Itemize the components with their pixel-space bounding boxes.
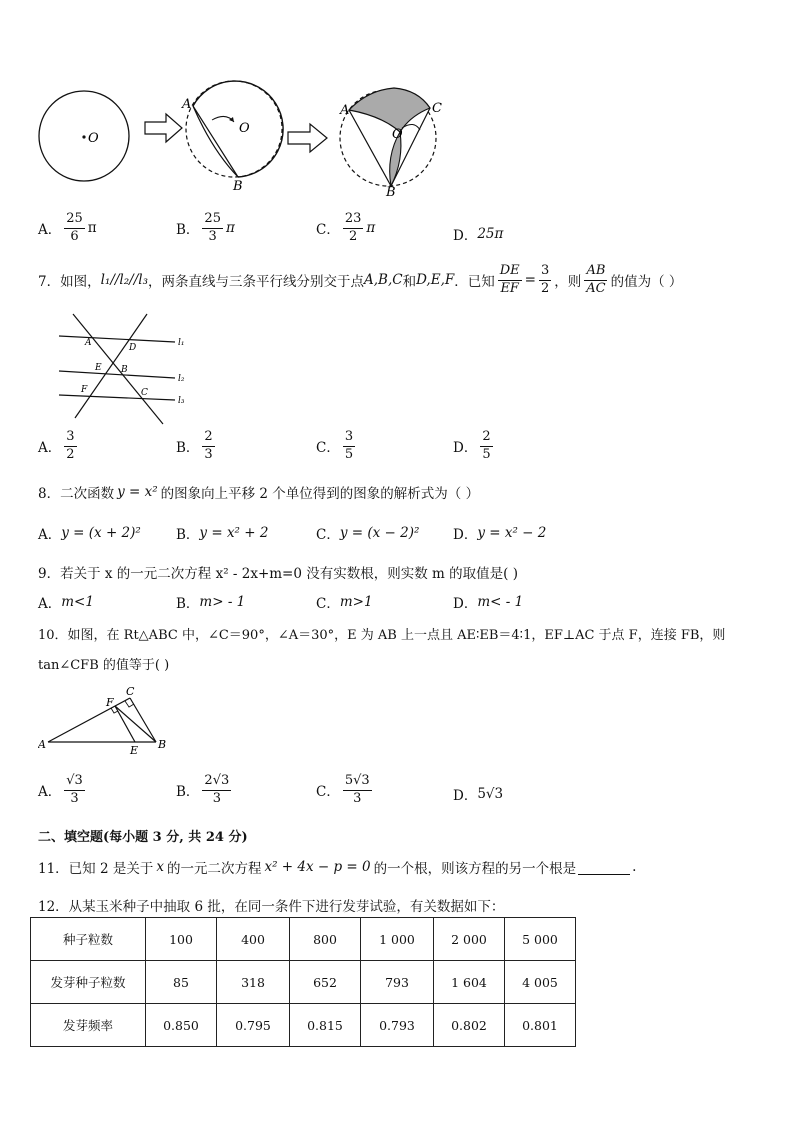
denominator: 3	[353, 790, 362, 806]
option-label: C．	[316, 440, 340, 457]
q6-option-c[interactable]	[316, 212, 375, 245]
stem-text: 11．已知 2 是关于	[38, 861, 154, 877]
label-c: C	[126, 685, 135, 698]
denominator: 3	[212, 790, 221, 806]
table-cell: 1 000	[361, 918, 434, 961]
q7-option-b[interactable]	[176, 430, 218, 463]
q8-option-d[interactable]	[453, 523, 546, 543]
numerator: AB	[584, 264, 607, 281]
points: D,E,F	[416, 272, 455, 289]
fraction	[202, 774, 231, 807]
denominator: 2	[540, 280, 550, 296]
shaded-top-region	[349, 88, 430, 132]
label-o3: O	[392, 127, 403, 142]
option-text: 5√3	[477, 786, 504, 802]
table-cell: 793	[361, 961, 434, 1004]
option-label: A．	[38, 527, 62, 543]
stem-text: tan∠CFB 的值等于( )	[38, 658, 170, 673]
q7-option-c[interactable]	[316, 430, 358, 463]
numerator: 3	[64, 430, 76, 447]
label-d: D	[129, 343, 137, 353]
center-dot	[82, 135, 85, 138]
table-cell: 发芽种子粒数	[31, 961, 146, 1004]
option-text: y = (x + 2)²	[61, 525, 141, 541]
stem-text: 10．如图，在 Rt△ABC 中，∠C＝90°，∠A＝30°，E 为 AB 上一点且 AE∶EB＝4∶1，EF⊥AC 于点 F，连接 FB，则	[38, 628, 726, 643]
label-a: A	[85, 338, 92, 348]
option-text: m< - 1	[477, 594, 524, 610]
numerator: 25	[202, 212, 223, 229]
fraction	[202, 430, 214, 463]
q10-option-b[interactable]	[176, 774, 234, 807]
denominator: 3	[70, 790, 79, 806]
stem-text: 的一元二次方程	[166, 861, 262, 877]
denominator: 5	[482, 446, 491, 462]
numerator: √3	[64, 774, 85, 791]
q10-stem-line1	[38, 624, 725, 643]
label-c: C	[432, 101, 442, 116]
q12-stem	[38, 895, 504, 915]
option-label: D．	[453, 788, 478, 804]
variable: x	[156, 859, 164, 875]
q7-option-a[interactable]	[38, 430, 80, 463]
label-l1: l₁	[178, 338, 185, 348]
table-cell: 发芽频率	[31, 1004, 146, 1047]
q8-stem	[38, 482, 479, 502]
label-e: E	[95, 363, 102, 373]
option-label: B．	[176, 596, 200, 612]
value-fraction	[539, 264, 551, 297]
line-l1	[59, 336, 175, 342]
option-label: D．	[453, 440, 478, 457]
table-cell: 318	[217, 961, 290, 1004]
option-text: m> - 1	[199, 594, 246, 610]
label-a: A	[182, 97, 192, 112]
stem-text: 9．若关于 x 的一元二次方程 x² - 2x+m=0 没有实数根，则实数 m 的取值是( )	[38, 566, 518, 582]
side-ac	[48, 698, 130, 742]
option-label: D．	[453, 527, 478, 543]
arrow-icon	[145, 114, 182, 142]
numerator: 2√3	[202, 774, 231, 791]
label-f: F	[106, 696, 114, 709]
q6-option-d[interactable]	[453, 224, 503, 244]
table-cell: 1 604	[434, 961, 505, 1004]
numerator: 3	[539, 264, 551, 281]
table-cell: 0.850	[146, 1004, 217, 1047]
label-f: F	[81, 385, 88, 395]
option-label: C．	[316, 596, 340, 612]
option-label: B．	[176, 222, 200, 239]
stem-text: ，则	[554, 274, 582, 291]
stem-text: 12．从某玉米种子中抽取 6 批，在同一条件下进行发芽试验，有关数据如下：	[38, 899, 505, 915]
option-label: C．	[316, 527, 340, 543]
option-text: 25π	[477, 226, 504, 242]
table-cell: 100	[146, 918, 217, 961]
q11-stem	[38, 857, 636, 877]
option-label: A．	[38, 596, 62, 612]
line-l3	[59, 395, 175, 400]
option-label: B．	[176, 784, 200, 801]
denominator: 2	[66, 446, 75, 462]
denominator: AC	[586, 280, 606, 296]
label-b: B	[386, 185, 396, 198]
line-l2	[59, 371, 175, 378]
label-o2: O	[239, 121, 250, 136]
table-cell: 85	[146, 961, 217, 1004]
table-cell: 0.793	[361, 1004, 434, 1047]
numerator: 3	[343, 430, 355, 447]
option-label: A．	[38, 784, 62, 801]
equals: =	[524, 272, 536, 289]
label-e: E	[130, 744, 139, 756]
option-label: A．	[38, 440, 62, 457]
table-cell: 0.802	[434, 1004, 505, 1047]
table-cell: 400	[217, 918, 290, 961]
parallel-condition: l₁//l₂//l₃	[100, 272, 148, 289]
stem-end: .	[632, 859, 637, 875]
stem-text: 的图象向上平移 2 个单位得到的图象的解析式为（ ）	[160, 486, 480, 502]
segment-fb	[115, 706, 156, 742]
table-cell: 652	[290, 961, 361, 1004]
q6-option-b[interactable]	[176, 212, 235, 245]
option-text: m<1	[61, 594, 94, 610]
label-o: O	[88, 131, 99, 146]
side-cb	[130, 698, 156, 742]
option-text: y = x² + 2	[199, 525, 269, 541]
label-b: B	[233, 179, 243, 194]
option-suffix: π	[225, 220, 235, 237]
stem-text: 8．二次函数	[38, 486, 115, 502]
option-label: D．	[453, 596, 478, 612]
numerator: 2	[202, 430, 214, 447]
fraction	[64, 774, 85, 807]
option-label: B．	[176, 527, 200, 543]
table-cell: 2 000	[434, 918, 505, 961]
label-a: A	[340, 103, 350, 118]
q6-option-a[interactable]	[38, 212, 97, 245]
fraction	[202, 212, 223, 245]
q7-figure	[55, 310, 195, 426]
stem-text: 的值为（ ）	[610, 274, 683, 291]
option-label: C．	[316, 784, 340, 801]
option-label: B．	[176, 440, 200, 457]
numerator: 25	[64, 212, 85, 229]
option-label: D．	[453, 228, 478, 244]
q9-option-c[interactable]	[316, 592, 373, 612]
q8-option-c[interactable]	[316, 523, 419, 543]
q6-figure	[30, 80, 450, 198]
option-label: A．	[38, 222, 62, 239]
q8-option-b[interactable]	[176, 523, 268, 543]
option-text: y = x² − 2	[477, 525, 547, 541]
table-cell: 种子粒数	[31, 918, 146, 961]
points: A,B,C	[363, 272, 403, 289]
denominator: 6	[70, 228, 79, 244]
chord-ab	[193, 106, 238, 177]
table-cell: 4 005	[505, 961, 576, 1004]
table-row	[31, 961, 576, 1004]
denominator: EF	[500, 280, 519, 296]
question-number: 7．	[38, 274, 61, 291]
answer-blank[interactable]	[578, 860, 630, 875]
function-expression: y = x²	[117, 484, 158, 500]
label-c: C	[141, 388, 148, 398]
table-cell: 0.815	[290, 1004, 361, 1047]
denominator: 3	[208, 228, 217, 244]
table-row	[31, 1004, 576, 1047]
denominator: 3	[204, 446, 213, 462]
label-b: B	[158, 738, 167, 751]
fraction	[480, 430, 492, 463]
label-a: A	[38, 738, 46, 751]
fraction	[343, 430, 355, 463]
label-l3: l₃	[178, 396, 185, 406]
equation: x² + 4x − p = 0	[264, 859, 371, 875]
fraction	[343, 774, 372, 807]
section-title-text: 二、填空题(每小题 3 分, 共 24 分)	[38, 830, 248, 845]
label-b: B	[121, 365, 128, 375]
arrow-icon	[288, 124, 327, 152]
table-cell: 800	[290, 918, 361, 961]
label-l2: l₂	[178, 374, 185, 384]
stem-text: 和	[402, 274, 417, 291]
q10-option-a[interactable]	[38, 774, 88, 807]
section-title	[38, 826, 248, 845]
option-text: m>1	[339, 594, 373, 610]
table-cell: 0.795	[217, 1004, 290, 1047]
option-text: y = (x − 2)²	[339, 525, 420, 541]
stem-text: ，两条直线与三条平行线分别交于点	[147, 274, 364, 291]
denominator: 2	[348, 228, 358, 244]
table-cell: 5 000	[505, 918, 576, 961]
q9-stem	[38, 562, 518, 582]
numerator: 2	[480, 430, 492, 447]
fraction	[64, 430, 76, 463]
q7-stem	[38, 264, 682, 297]
q9-option-d[interactable]	[453, 592, 523, 612]
q10-figure	[38, 684, 178, 756]
q10-stem-line2	[38, 654, 169, 673]
fraction	[343, 212, 364, 245]
fraction	[64, 212, 85, 245]
q8-option-a[interactable]	[38, 523, 141, 543]
denominator: 5	[344, 446, 354, 462]
q7-option-d[interactable]	[453, 430, 496, 463]
germination-table	[30, 917, 576, 1047]
option-suffix: π	[87, 220, 97, 237]
table-row	[31, 918, 576, 961]
q9-option-b[interactable]	[176, 592, 245, 612]
table-cell: 0.801	[505, 1004, 576, 1047]
numerator: 23	[343, 212, 364, 229]
stem-text: 如图，	[60, 274, 101, 291]
q10-option-d[interactable]	[453, 784, 503, 804]
q9-option-a[interactable]	[38, 592, 94, 612]
stem-text: 的一个根，则该方程的另一个根是	[373, 861, 577, 877]
numerator: DE	[498, 264, 522, 281]
transversal-abc	[73, 314, 163, 424]
q10-option-c[interactable]	[316, 774, 375, 807]
option-suffix: π	[366, 220, 376, 237]
numerator: 5√3	[343, 774, 372, 791]
stem-text: ．已知	[454, 274, 495, 291]
ratio-fraction	[498, 264, 522, 297]
option-label: C．	[316, 222, 340, 239]
ask-fraction	[584, 264, 607, 297]
